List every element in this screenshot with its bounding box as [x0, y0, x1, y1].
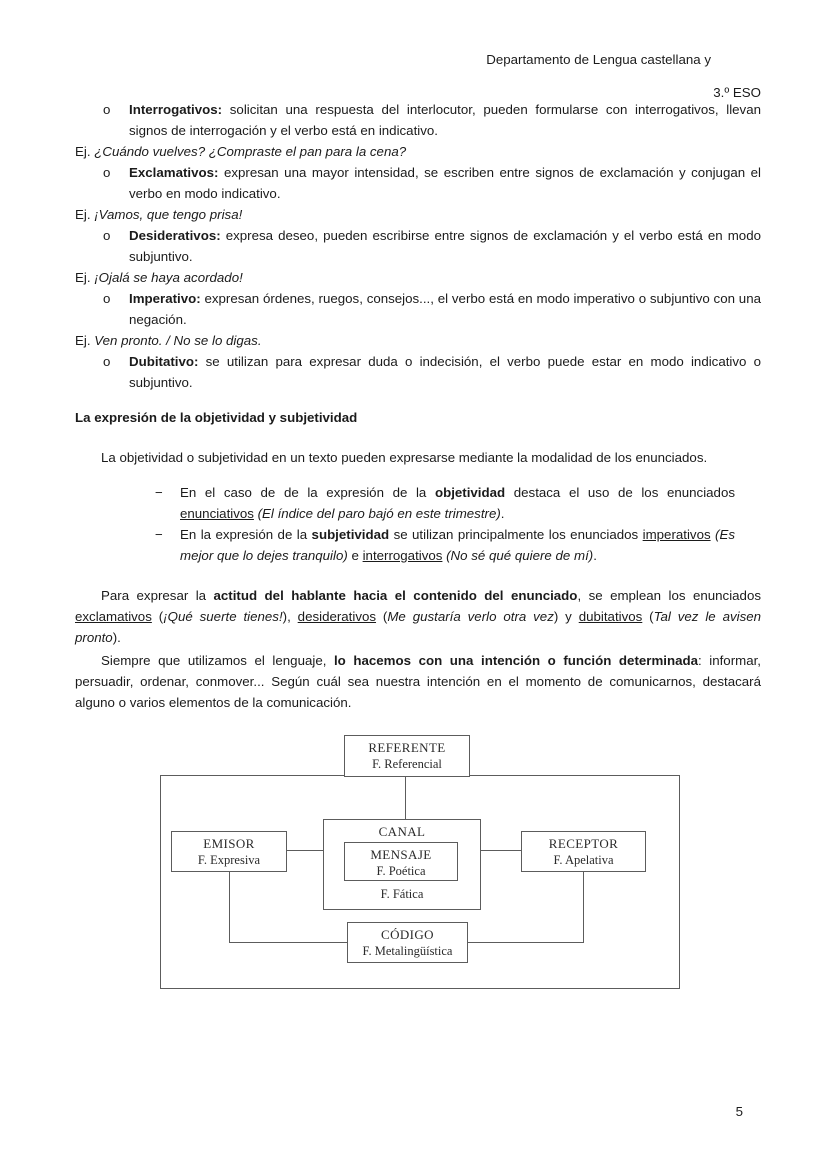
box-subtitle: F. Referencial — [372, 757, 442, 771]
diagram-box-receptor — [521, 831, 646, 872]
example-text: Ej. ¡Vamos, que tengo prisa! — [75, 207, 243, 222]
dash-item-text: En el caso de de la expresión de la objetividad destaca el uso de los enunciados enunciativos (El índice del paro bajó en este trimestre). — [180, 485, 735, 521]
example-text: Ej. ¡Ojalá se haya acordado! — [75, 270, 243, 285]
paragraph-text: Siempre que utilizamos el lenguaje, lo hacemos con una intención o función determinada: informar, persuadir, ordenar, conmover... Según cuál sea nuestra intención en el momento de comunicarnos, destacará alguno o varios elementos de la comunicación. — [75, 653, 761, 710]
connector-receptor-codigo — [468, 942, 584, 943]
communication-diagram — [160, 735, 682, 991]
paragraph-intro: La objetividad o subjetividad en un texto pueden expresarse mediante la modalidad de los enunciados. — [101, 450, 708, 465]
diagram-label-fatica: F. Fática — [380, 887, 424, 901]
diagram-box-mensaje — [344, 842, 458, 881]
example-text: Ej. Ven pronto. / No se lo digas. — [75, 333, 262, 348]
connector-emisor-canal — [287, 850, 323, 851]
header-grade: 3.º ESO — [713, 85, 761, 100]
example-line — [75, 267, 761, 288]
dash-item-subjetividad — [75, 524, 761, 566]
list-item-imperativo — [75, 288, 761, 330]
list-item-desiderativos — [75, 225, 761, 267]
document-body — [75, 99, 761, 713]
dash-item-text: En la expresión de la subjetividad se utilizan principalmente los enunciados imperativos (Es mejor que lo dejes tranquilo) e interrogativos (No sé qué quiere de mí). — [180, 527, 735, 563]
list-item-text: Desiderativos: expresa deseo, pueden escribirse entre signos de exclamación y el verbo está en modo subjuntivo. — [129, 228, 761, 264]
list-marker: o — [103, 354, 111, 369]
paragraph-text: Para expresar la actitud del hablante hacia el contenido del enunciado, se emplean los enunciados exclamativos (¡Qué suerte tienes!), desiderativos (Me gustaría verlo otra vez) y dubitativos (Tal vez le avisen pronto). — [75, 588, 762, 645]
example-line — [75, 330, 761, 351]
box-title: CÓDIGO — [381, 927, 434, 942]
diagram-box-codigo — [347, 922, 468, 963]
dash-marker: − — [155, 485, 163, 500]
dash-marker: − — [155, 527, 163, 542]
box-subtitle: F. Expresiva — [197, 853, 261, 867]
connector-emisor-codigo — [229, 942, 347, 943]
list-marker: o — [103, 228, 111, 243]
diagram-box-referente — [344, 735, 470, 777]
box-title: EMISOR — [203, 836, 255, 851]
list-item-text: Exclamativos: expresan una mayor intensidad, se escriben entre signos de exclamación y conjugan el verbo en modo indicativo. — [129, 165, 761, 201]
dash-list — [75, 482, 761, 566]
example-line — [75, 141, 761, 162]
list-item-text: Imperativo: expresan órdenes, ruegos, consejos..., el verbo está en modo imperativo o subjuntivo con una negación. — [129, 291, 761, 327]
example-text: Ej. ¿Cuándo vuelves? ¿Compraste el pan para la cena? — [75, 144, 407, 159]
paragraph-actitud — [75, 585, 761, 648]
list-item-exclamativos — [75, 162, 761, 204]
box-subtitle: F. Apelativa — [553, 853, 614, 867]
list-item-dubitativo — [75, 351, 761, 393]
list-item-text: Interrogativos: solicitan una respuesta del interlocutor, pueden formularse con interrogativos, llevan signos de interrogación y el verbo está en indicativo. — [129, 102, 761, 138]
box-title: CANAL — [378, 824, 426, 839]
list-item-text: Dubitativo: se utilizan para expresar duda o indecisión, el verbo puede estar en modo indicativo o subjuntivo. — [129, 354, 761, 390]
box-title: REFERENTE — [368, 740, 446, 755]
connector-emisor-down — [229, 872, 230, 943]
connector-referente-canal — [405, 777, 406, 820]
list-item-interrogativos — [75, 99, 761, 141]
diagram-box-emisor — [171, 831, 287, 872]
dash-item-objetividad — [75, 482, 761, 524]
list-marker: o — [103, 291, 111, 306]
box-subtitle: F. Poética — [376, 864, 426, 878]
connector-receptor-down — [583, 872, 584, 943]
list-marker: o — [103, 165, 111, 180]
connector-canal-receptor — [481, 850, 521, 851]
box-title: RECEPTOR — [548, 836, 619, 851]
section-heading: La expresión de la objetividad y subjetividad — [75, 410, 358, 425]
example-line — [75, 204, 761, 225]
page-number: 5 — [735, 1104, 743, 1119]
paragraph-intencion — [75, 650, 761, 713]
box-subtitle: F. Metalingüística — [362, 944, 453, 958]
list-marker: o — [103, 102, 111, 117]
header-department: Departamento de Lengua castellana y — [486, 52, 711, 67]
box-title: MENSAJE — [370, 847, 432, 862]
